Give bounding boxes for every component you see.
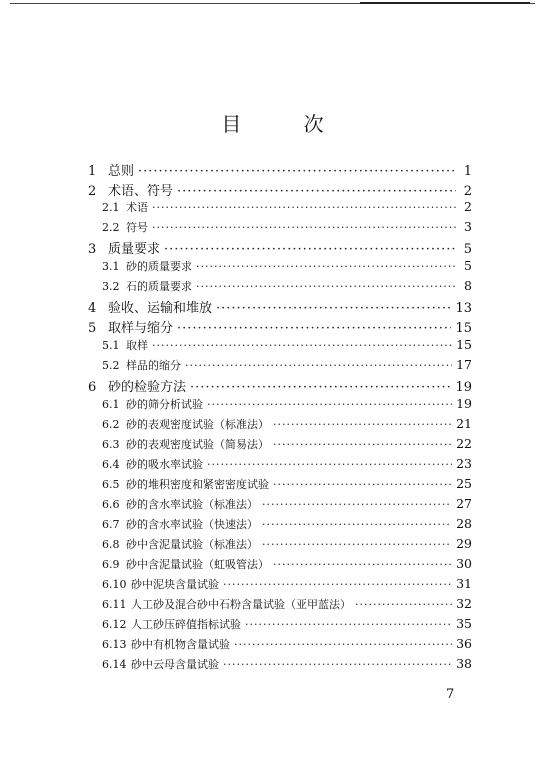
toc-entry[interactable] xyxy=(102,278,472,294)
toc-entry[interactable] xyxy=(102,357,472,373)
toc-entry-page: 22 xyxy=(456,436,472,451)
toc-entry-label: 砂的质量要求 xyxy=(126,260,192,273)
toc-entry-label: 石的质量要求 xyxy=(126,280,192,293)
toc-entry-page: 8 xyxy=(464,278,472,293)
toc-entry-label: 砂的筛分析试验 xyxy=(126,398,203,411)
toc-entry-number: 3 xyxy=(88,242,97,257)
toc-entry-number: 2 xyxy=(88,184,97,199)
toc-entry-number: 3.1 xyxy=(102,260,120,273)
toc-entry-label: 砂的含水率试验（快速法） xyxy=(126,518,258,531)
toc-entry-page: 36 xyxy=(456,636,472,651)
toc-entry-number: 6.1 xyxy=(102,398,120,411)
toc-leader-dots xyxy=(164,242,456,257)
toc-entry-label: 砂中泥块含量试验 xyxy=(131,578,219,591)
toc-entry-label: 砂中含泥量试验（标准法） xyxy=(126,538,258,551)
toc-entry-number: 2.2 xyxy=(102,221,120,234)
toc-entry-number: 5 xyxy=(88,321,97,336)
toc-leader-dots xyxy=(152,221,456,234)
toc-entry-label: 砂的表观密度试验（简易法） xyxy=(126,438,269,451)
toc-leader-dots xyxy=(216,301,451,316)
toc-entry-label: 砂的表观密度试验（标准法） xyxy=(126,418,269,431)
toc-leader-dots xyxy=(207,458,452,471)
toc-entry[interactable] xyxy=(102,199,472,215)
toc-entry-page: 29 xyxy=(456,536,472,551)
toc-entry-page: 2 xyxy=(463,184,472,199)
toc-entry[interactable] xyxy=(102,616,472,632)
toc-leader-dots xyxy=(190,380,451,395)
toc-entry-page: 15 xyxy=(455,321,472,336)
toc-entry-label: 砂的含水率试验（标准法） xyxy=(126,498,258,511)
toc-entry-number: 6.7 xyxy=(102,518,120,531)
toc-entry-number: 6.6 xyxy=(102,498,120,511)
toc-entry-page: 2 xyxy=(464,199,472,214)
toc-entry-page: 5 xyxy=(463,242,472,257)
toc-leader-dots xyxy=(185,359,452,372)
toc-entry-page: 27 xyxy=(456,496,472,511)
toc-leader-dots xyxy=(223,578,452,591)
toc-entry-label: 质量要求 xyxy=(108,242,161,257)
toc-entry-number: 1 xyxy=(88,164,97,179)
toc-entry-label: 术语、符号 xyxy=(108,184,174,199)
toc-entry[interactable] xyxy=(102,476,472,492)
toc-entry-page: 13 xyxy=(455,301,472,316)
toc-entry[interactable] xyxy=(88,180,472,199)
toc-entry[interactable] xyxy=(102,396,472,412)
toc-entry[interactable] xyxy=(88,376,472,395)
toc-leader-dots xyxy=(262,498,452,511)
toc-entry-number: 6.12 xyxy=(102,618,127,631)
toc-entry-label: 验收、运输和堆放 xyxy=(108,301,213,316)
toc-entry-page: 21 xyxy=(456,416,472,431)
toc-entry-page: 3 xyxy=(464,219,472,234)
toc-leader-dots xyxy=(138,164,456,179)
toc-entry[interactable] xyxy=(102,337,472,353)
toc-entry-number: 5.1 xyxy=(102,339,120,352)
toc-leader-dots xyxy=(273,438,452,451)
toc-entry[interactable] xyxy=(102,456,472,472)
toc-entry-label: 符号 xyxy=(126,221,148,234)
toc-entry-page: 30 xyxy=(456,556,472,571)
toc-entry-page: 35 xyxy=(456,616,472,631)
toc-entry-label: 取样与缩分 xyxy=(108,321,174,336)
toc-leader-dots xyxy=(177,321,451,336)
toc-entry-number: 6.3 xyxy=(102,438,120,451)
toc-entry-number: 6.5 xyxy=(102,478,120,491)
toc-entry-number: 6.4 xyxy=(102,458,120,471)
toc-entry-number: 3.2 xyxy=(102,280,120,293)
toc-entry-number: 6.2 xyxy=(102,418,120,431)
toc-entry-number: 4 xyxy=(88,301,97,316)
toc-entry-label: 总则 xyxy=(108,164,135,179)
toc-entry[interactable] xyxy=(102,416,472,432)
toc-entry-number: 6.13 xyxy=(102,638,127,651)
toc-leader-dots xyxy=(273,478,452,491)
toc-entry-page: 15 xyxy=(456,337,472,352)
toc-entry-label: 砂的检验方法 xyxy=(108,380,187,395)
toc-entry-page: 5 xyxy=(464,258,472,273)
toc-entry-number: 2.1 xyxy=(102,201,120,214)
toc-entry[interactable] xyxy=(102,596,472,612)
toc-entry-page: 28 xyxy=(456,516,472,531)
toc-leader-dots xyxy=(245,618,452,631)
toc-leader-dots xyxy=(152,339,452,352)
page-number: 7 xyxy=(446,687,455,702)
toc-entry-number: 6 xyxy=(88,380,97,395)
page-title: 目 次 xyxy=(221,112,352,136)
toc-entry-page: 1 xyxy=(463,164,472,179)
toc-entry-label: 砂中有机物含量试验 xyxy=(131,638,230,651)
toc-entry[interactable] xyxy=(102,536,472,552)
toc-entry-page: 17 xyxy=(456,357,472,372)
toc-entry[interactable] xyxy=(88,238,472,257)
toc-leader-dots xyxy=(273,558,452,571)
toc-leader-dots xyxy=(223,658,452,671)
toc-entry-label: 砂的吸水率试验 xyxy=(126,458,203,471)
toc-entry[interactable] xyxy=(102,556,472,572)
toc-entry-label: 砂中云母含量试验 xyxy=(131,658,219,671)
toc-entry-label: 人工砂压碎值指标试验 xyxy=(131,618,241,631)
toc-entry-label: 样品的缩分 xyxy=(126,359,181,372)
toc-entry[interactable] xyxy=(102,516,472,532)
toc-entry-page: 23 xyxy=(456,456,472,471)
toc-entry-page: 31 xyxy=(456,576,472,591)
toc-entry-page: 32 xyxy=(456,596,472,611)
toc-entry[interactable] xyxy=(102,656,472,672)
toc-leader-dots xyxy=(273,418,452,431)
toc-entry[interactable] xyxy=(88,297,472,316)
toc-entry[interactable] xyxy=(102,219,472,235)
toc-leader-dots xyxy=(234,638,452,651)
toc-entry-label: 砂中含泥量试验（虹吸管法） xyxy=(126,558,269,571)
toc-leader-dots xyxy=(196,260,456,273)
toc-leader-dots xyxy=(177,184,456,199)
toc-entry-page: 19 xyxy=(456,396,472,411)
toc-leader-dots xyxy=(262,538,452,551)
toc-entry[interactable] xyxy=(102,576,472,592)
toc-entry-label: 取样 xyxy=(126,339,148,352)
toc-leader-dots xyxy=(207,398,452,411)
toc-entry[interactable] xyxy=(102,436,472,452)
toc-entry-number: 6.8 xyxy=(102,538,120,551)
toc-leader-dots xyxy=(262,518,452,531)
toc-entry-label: 术语 xyxy=(126,201,148,214)
toc-entry-page: 38 xyxy=(456,656,472,671)
toc-entry-number: 6.11 xyxy=(102,598,127,611)
toc-entry[interactable] xyxy=(102,636,472,652)
toc-entry[interactable] xyxy=(102,258,472,274)
toc-entry[interactable] xyxy=(88,317,472,336)
toc-leader-dots xyxy=(196,280,456,293)
toc-entry-page: 19 xyxy=(455,380,472,395)
toc-entry[interactable] xyxy=(102,496,472,512)
toc-entry-label: 人工砂及混合砂中石粉含量试验（亚甲蓝法） xyxy=(131,598,351,611)
toc-entry[interactable] xyxy=(88,160,472,179)
toc-entry-number: 6.9 xyxy=(102,558,120,571)
toc-leader-dots xyxy=(152,201,456,214)
toc-entry-page: 25 xyxy=(456,476,472,491)
toc-entry-number: 6.14 xyxy=(102,658,127,671)
toc-leader-dots xyxy=(355,598,452,611)
toc-entry-number: 6.10 xyxy=(102,578,127,591)
toc-entry-label: 砂的堆积密度和紧密密度试验 xyxy=(126,478,269,491)
toc-entry-number: 5.2 xyxy=(102,359,120,372)
top-border-dark-segment xyxy=(360,2,530,4)
